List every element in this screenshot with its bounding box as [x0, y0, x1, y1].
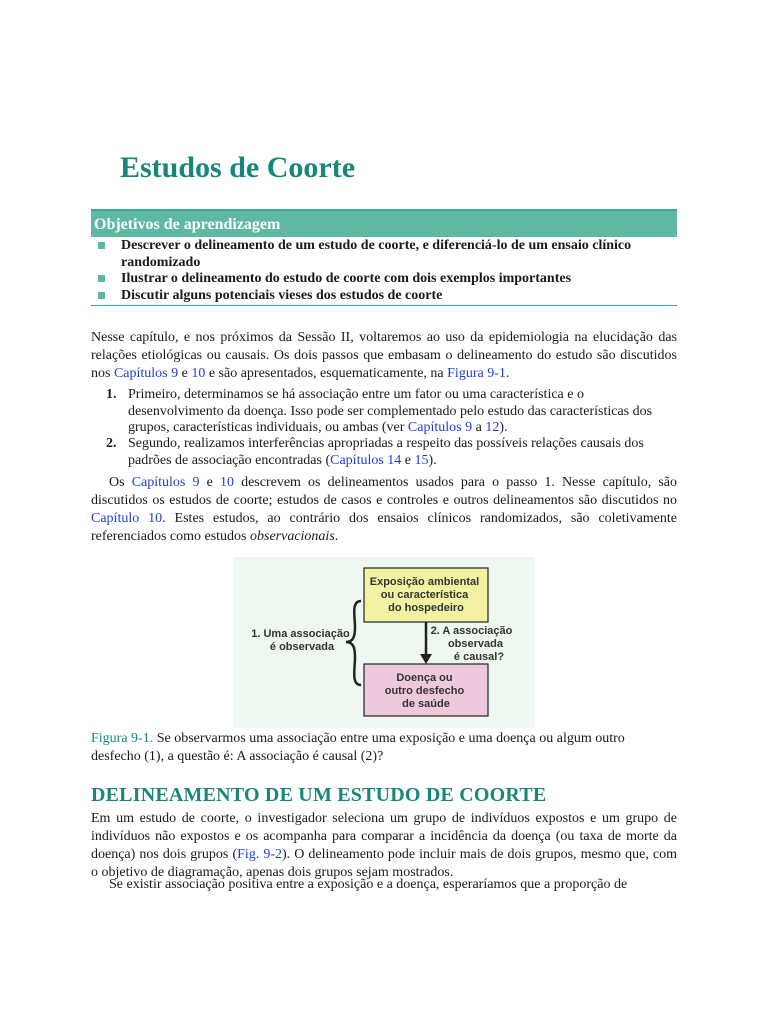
link-chapter-10[interactable]: 10 [191, 366, 206, 381]
exposure-box-line: Exposição ambiental [369, 576, 480, 588]
link-chapter-9[interactable]: Capítulos 9 [131, 475, 200, 490]
objectives-header: Objetivos de aprendizagem [91, 209, 677, 237]
link-figure-9-2[interactable]: Fig. 9-2 [237, 847, 283, 862]
square-bullet-icon [98, 242, 105, 249]
square-bullet-icon [98, 275, 105, 282]
disease-box-line: de saúde [402, 698, 450, 710]
disease-box-line: Doença ou [396, 672, 453, 684]
exposure-box-line: do hospedeiro [388, 602, 464, 614]
numbered-item-2: 2. Segundo, realizamos interferências apropriadas a respeito das possíveis relações causais dos padrões de associação encontradas (Capítulos 14 e 15). [106, 436, 644, 468]
link-chapter-15[interactable]: 15 [414, 452, 429, 468]
page-title: Estudos de Coorte [120, 151, 356, 184]
svg-text:2. A associação observad [431, 625, 516, 663]
body-paragraph: Os Capítulos 9 e 10 descrevem os delineamentos usados para o passo 1. Nesse capítulo, são discutidos os estudos de coorte; estudos de casos e controles e outros delineamentos são discutidos no Capítulo 10. Estes estudos, ao contrário dos ensaios clínicos randomizados, são coletivamente referenciados como estudos observacionais. [91, 475, 677, 544]
exposure-box-line: ou característica [380, 589, 469, 601]
association-label-line: é observada [269, 641, 335, 653]
svg-text:1. Uma associação é obse [251, 628, 353, 653]
link-chapter-9[interactable]: Capítulos 9 [113, 366, 179, 381]
square-bullet-icon [98, 292, 105, 299]
disease-box-line: outro desfecho [384, 685, 465, 697]
section-heading: DELINEAMENTO DE UM ESTUDO DE COORTE [91, 784, 547, 806]
link-chapter-10[interactable]: Capítulo 10 [91, 511, 163, 526]
figure-caption: Figura 9-1. Se observarmos uma associação entre uma exposição e uma doença ou algum outro desfecho (1), a questão é: A associação é causal (2)? [91, 731, 625, 764]
link-chapter-10[interactable]: 10 [219, 475, 234, 490]
link-chapter-9[interactable]: Capítulos 9 [407, 420, 473, 435]
intro-paragraph: Nesse capítulo, e nos próximos da Sessão II, voltaremos ao uso da epidemiologia na elucidação das relações etiológicas ou causais. Os dois passos que embasam o delineamento do estudo são discutidos nos Capítulos 9 e 10 e são apresentados, esquematicamente, na Figura 9-1. [91, 330, 677, 381]
arrow-head-icon [420, 654, 432, 664]
brace-icon [346, 601, 361, 685]
link-figure-9-1[interactable]: Figura 9-1 [447, 366, 506, 381]
learning-objectives-box [91, 209, 677, 306]
link-chapter-14[interactable]: Capítulos 14 [330, 452, 402, 468]
figure-9-1-diagram [233, 557, 535, 728]
causal-label-line: observada [447, 638, 503, 650]
causal-label-line: é causal? [453, 651, 505, 663]
causal-label-line: 2. A associação [430, 625, 513, 637]
section-paragraph: Em um estudo de coorte, o investigador seleciona um grupo de indivíduos expostos e um grupo de indivíduos não expostos e os acompanha para comparar a incidência da doença (ou taxa de morte da doença) nos dois grupos (Fig. 9-2). O delineamento pode incluir mais de dois grupos, mesmo que, com o objetivo de diagramação, apenas dois grupos sejam mostrados. [91, 811, 677, 880]
association-label-line: 1. Uma associação [251, 628, 350, 640]
objective-item: Ilustrar o delineamento do estudo de coorte com dois exemplos importantes [91, 271, 677, 288]
section-paragraph: Se existir associação positiva entre a exposição e a doença, esperaríamos que a proporção de [109, 877, 628, 892]
objective-item: Descrever o delineamento de um estudo de coorte, e diferenciá-lo de um ensaio clínico randomizado [91, 238, 677, 271]
link-chapter-12[interactable]: 12 [485, 420, 500, 435]
numbered-item-1: 1. Primeiro, determinamos se há associação entre um fator ou uma característica e o desenvolvimento da doença. Isso pode ser complementado pelo estudo das características dos grupos, características individuais, ou ambas (ver Capítulos 9 a 12). [106, 387, 653, 435]
caption-label: Figura 9-1. [91, 731, 154, 746]
objective-item: Discutir alguns potenciais vieses dos estudos de coorte [91, 288, 677, 306]
